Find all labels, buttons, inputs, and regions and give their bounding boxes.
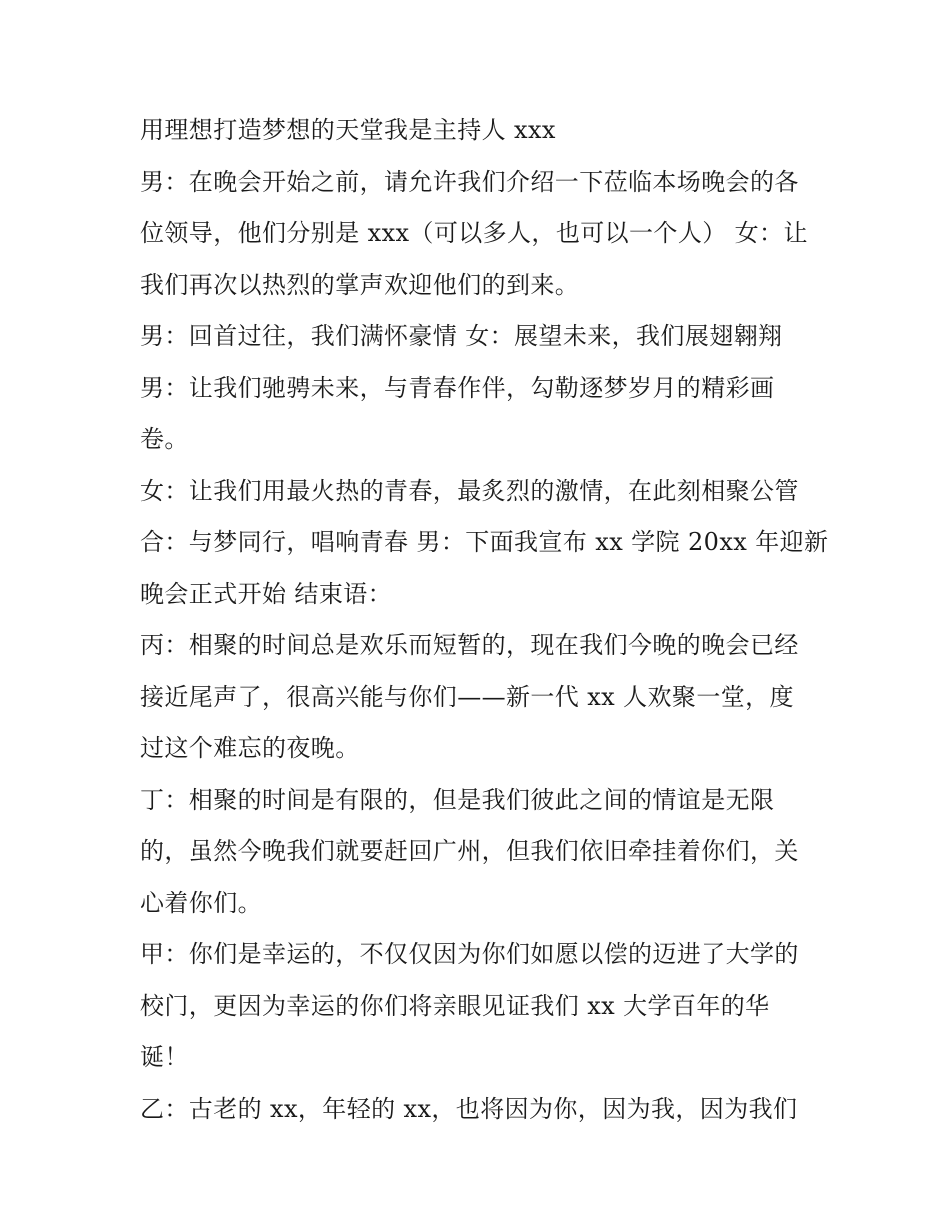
text-line: 过这个难忘的夜晚。 [140,734,360,762]
text-line: 丙：相聚的时间总是欢乐而短暂的，现在我们今晚的晚会已经 [140,631,799,659]
text-line: 男：让我们驰骋未来，与青春作伴，勾勒逐梦岁月的精彩画 [140,373,775,402]
text-line: 校门，更因为幸运的你们将亲眼见证我们 xx 大学百年的华 [140,991,770,1020]
text-line: 女：让我们用最火热的青春，最炙烈的激情，在此刻相聚公管 [140,476,799,505]
text-line: 晚会正式开始 结束语： [140,579,393,608]
text-line: 甲：你们是幸运的，不仅仅因为你们如愿以偿的迈进了大学的 [140,940,799,968]
text-line: 男：在晚会开始之前，请允许我们介绍一下莅临本场晚会的各 [140,167,799,196]
document-body [140,105,829,1135]
text-line: 位领导，他们分别是 xxx（可以多人，也可以一个人） 女：让 [140,219,808,247]
text-line: 丁：相聚的时间是有限的，但是我们彼此之间的情谊是无限 [140,785,775,814]
text-line: 乙：古老的 xx，年轻的 xx，也将因为你，因为我，因为我们 [140,1094,798,1123]
text-line: 合：与梦同行，唱响青春 男：下面我宣布 xx 学院 20xx 年迎新 [140,528,829,556]
text-line: 卷。 [140,425,189,453]
text-line: 心着你们。 [140,888,262,917]
text-line: 男：回首过往，我们满怀豪情 女：展望未来，我们展翅翱翔 [140,322,783,350]
text-line: 接近尾声了，很高兴能与你们——新一代 xx 人欢聚一堂，度 [140,682,794,711]
text-line: 用理想打造梦想的天堂我是主持人 xxx [140,116,556,144]
text-line: 我们再次以热烈的掌声欢迎他们的到来。 [140,270,580,299]
text-line: 的，虽然今晚我们就要赶回广州，但我们依旧牵挂着你们，关 [140,837,799,865]
text-line: 诞！ [140,1043,189,1071]
